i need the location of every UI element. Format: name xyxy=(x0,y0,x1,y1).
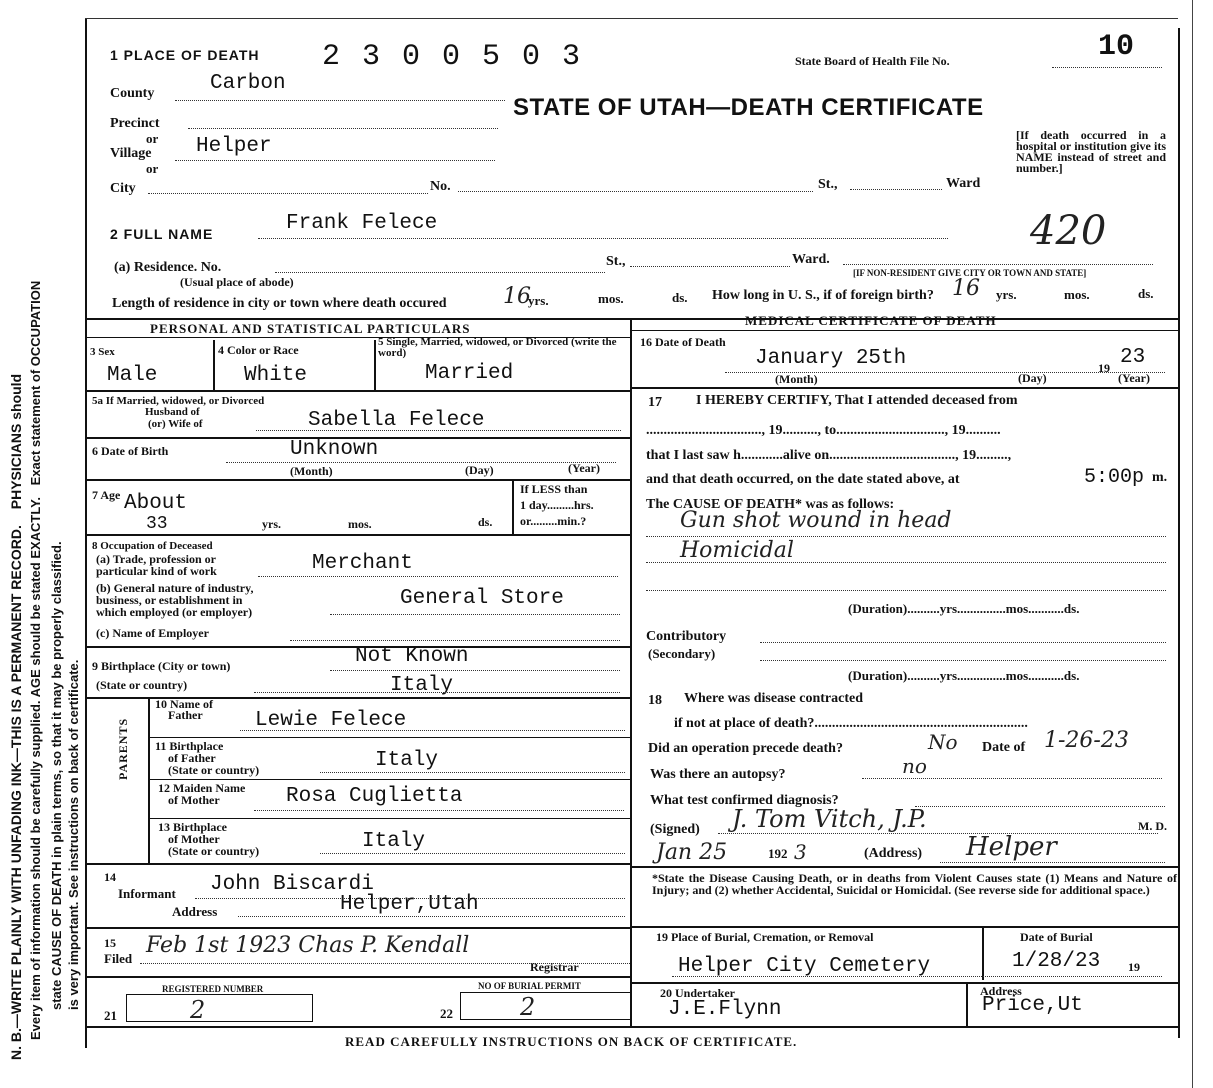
dob-month: (Month) xyxy=(290,464,333,478)
st-label: St., xyxy=(818,177,838,192)
date-of-death-label: 16 Date of Death xyxy=(640,335,726,349)
occupation-c-line xyxy=(290,640,620,641)
row4-line xyxy=(85,534,630,536)
signed-year-handwritten: 3 xyxy=(794,840,807,864)
residence-st-label: St., xyxy=(606,254,626,269)
date-of-death-value: January 25th xyxy=(755,347,907,370)
less-than-3: or.........min.? xyxy=(520,514,587,528)
contributory-line-2 xyxy=(760,660,1166,661)
or-1: or xyxy=(146,131,159,146)
occupation-a-label-1: (a) Trade, profession or xyxy=(96,552,216,566)
side-note-2 xyxy=(28,281,43,1040)
burial-date-value: 1/28/23 xyxy=(1012,950,1101,973)
age-mos: mos. xyxy=(348,517,372,531)
side-note-2b-text: Exact statement of OCCUPATION xyxy=(28,280,43,486)
father-bp-label-3: (State or country) xyxy=(168,763,260,777)
undertaker-address-value: Price,Ut xyxy=(982,994,1083,1017)
mother-bp-label-1: 13 Birthplace xyxy=(158,820,227,834)
mother-label-2: of Mother xyxy=(168,793,220,807)
or-2: or xyxy=(146,161,159,176)
spouse-label-1: 5a If Married, widowed, or Divorced xyxy=(92,395,265,407)
residence-line xyxy=(275,272,605,273)
death-day-label: (Day) xyxy=(1018,371,1047,385)
operation-date-value: 1-26-23 xyxy=(1044,728,1129,753)
birthplace-line-2 xyxy=(254,692,620,693)
q18-text-1: Where was disease contracted xyxy=(684,691,863,706)
marital-value: Married xyxy=(425,362,514,385)
mother-bp-value: Italy xyxy=(362,830,426,853)
duration-2: (Duration)..........yrs...............mos...........ds. xyxy=(848,668,1080,683)
informant-address-value: Helper,Utah xyxy=(340,893,479,916)
cause-of-death-label: The CAUSE OF DEATH* was as follows: xyxy=(646,497,895,512)
precinct-label: Precinct xyxy=(110,116,160,131)
column-divider xyxy=(630,318,632,1026)
certificate-number-stamp: 2 3 0 0 5 0 3 xyxy=(322,40,583,74)
informant-address-label: Address xyxy=(172,904,218,919)
side-note-1 xyxy=(8,374,24,1060)
color-value: White xyxy=(244,364,308,387)
city-label: City xyxy=(110,181,136,196)
last-saw-alive: that I last saw h............alive on...................................., 19........., xyxy=(646,448,1012,463)
how-long-label: How long in U. S., if of foreign birth? xyxy=(712,288,934,303)
occupation-a-value: Merchant xyxy=(312,552,413,575)
left-border xyxy=(85,18,87,1048)
registered-number-value: 2 xyxy=(190,996,206,1024)
length-yrs: yrs. xyxy=(528,293,549,308)
mother-bp-label-3: (State or country) xyxy=(168,844,260,858)
burial-divider xyxy=(982,926,984,980)
length-residence-value: 16 xyxy=(503,284,531,309)
county-label: County xyxy=(110,86,155,101)
registrar-label: Registrar xyxy=(530,960,579,974)
ward-label: Ward xyxy=(946,176,981,191)
occupation-b-label-3: which employed (or employer) xyxy=(96,605,253,619)
personal-heading: PERSONAL AND STATISTICAL PARTICULARS xyxy=(150,321,471,336)
certify-range: ................................., 19.........., to..............................., 19.......... xyxy=(646,423,1001,438)
secondary-label: (Secondary) xyxy=(648,646,716,661)
filed-number: 15 xyxy=(104,936,116,950)
footnote-bottom-line xyxy=(630,926,1178,928)
county-value: Carbon xyxy=(210,72,286,95)
q18-text-2: if not at place of death?............................................................. xyxy=(674,716,1028,731)
cause-line-1 xyxy=(646,536,1166,537)
operation-label: Did an operation precede death? xyxy=(648,741,843,756)
date-row-line xyxy=(630,387,1178,389)
burial-place-label: 19 Place of Burial, Cremation, or Removal xyxy=(656,930,874,944)
age-ds: ds. xyxy=(478,515,493,529)
residence-ward-line xyxy=(843,264,1153,265)
cause-of-death-handwritten-2: Homicidal xyxy=(680,538,794,563)
medical-heading-line xyxy=(630,330,1178,331)
side-note-1b-text: PHYSICIANS should xyxy=(8,373,24,510)
burial-bottom-line xyxy=(630,982,1178,984)
burial-permit-22: 22 xyxy=(440,1006,453,1021)
parents-label: PARENTS xyxy=(116,717,130,780)
operation-value: No xyxy=(928,730,958,754)
parents-divider xyxy=(148,697,150,863)
contributory-line-1 xyxy=(760,642,1166,643)
filed-label: Filed xyxy=(104,951,133,966)
burial-place-value: Helper City Cemetery xyxy=(678,955,931,978)
footnote: *State the Disease Causing Death, or in deaths from Violent Causes state (1) Means and Nature of Injury; and (2) whether Accidental, Suicidal or Homicidal. (See reverse side for additional space.) xyxy=(652,871,1177,897)
undertaker-value: J.E.Flynn xyxy=(668,998,782,1021)
age-yrs: yrs. xyxy=(262,517,281,531)
village-value: Helper xyxy=(196,135,272,158)
less-than-1: If LESS than xyxy=(520,482,588,496)
occupation-label: 8 Occupation of Deceased xyxy=(92,540,213,552)
burial-permit-value: 2 xyxy=(520,993,536,1021)
undertaker-label: 20 Undertaker xyxy=(660,986,735,1000)
full-name-label: 2 FULL NAME xyxy=(110,226,214,242)
autopsy-value: no xyxy=(902,754,927,778)
undertaker-address-label: Address xyxy=(980,984,1022,998)
informant-bottom-line xyxy=(85,927,630,929)
informant-address-line xyxy=(238,916,625,917)
residence-label: (a) Residence. No. xyxy=(114,260,222,275)
spouse-label-3: (or) Wife of xyxy=(148,418,203,430)
st-line xyxy=(850,189,942,190)
father-bp-row-line xyxy=(148,779,630,780)
color-divider xyxy=(374,340,376,390)
top-border xyxy=(85,18,1178,19)
full-name-line xyxy=(258,238,948,239)
right-edge xyxy=(1192,0,1193,1088)
less-than-2: 1 day.........hrs. xyxy=(520,498,594,512)
signed-address-label: (Address) xyxy=(864,846,923,861)
signed-bottom-line xyxy=(630,866,1178,868)
how-long-ds: ds. xyxy=(1138,286,1154,301)
county-line xyxy=(175,100,505,101)
mother-row-line xyxy=(148,818,630,819)
certificate-title: STATE OF UTAH—DEATH CERTIFICATE xyxy=(513,94,984,121)
signed-address-handwritten: Helper xyxy=(966,832,1057,862)
birthplace-value-2: Italy xyxy=(390,674,454,697)
father-value: Lewie Felece xyxy=(255,709,407,732)
city-line xyxy=(148,193,428,194)
no-label: No. xyxy=(430,179,451,194)
filed-handwritten: Feb 1st 1923 Chas P. Kendall xyxy=(146,933,470,958)
occupation-b-value: General Store xyxy=(400,587,564,610)
length-residence-label: Length of residence in city or town where death occured xyxy=(112,296,447,311)
spouse-label-2: Husband of xyxy=(145,406,200,418)
burial-permit-label: NO OF BURIAL PERMIT xyxy=(478,981,581,991)
death-year-value: 23 xyxy=(1120,346,1146,369)
how-long-value: 16 xyxy=(952,276,980,301)
test-label: What test confirmed diagnosis? xyxy=(650,793,839,808)
village-line xyxy=(175,160,495,161)
side-note-4: is very important. See instructions on back of certificate. xyxy=(66,659,81,1010)
handwritten-register-number: 420 xyxy=(1030,208,1107,254)
marital-label: 5 Single, Married, widowed, or Divorced (write the word) xyxy=(378,336,617,359)
signed-address-line xyxy=(940,862,1165,863)
death-time-suffix: m. xyxy=(1152,470,1168,485)
autopsy-line xyxy=(862,778,1162,779)
sex-divider xyxy=(213,340,215,390)
spouse-value: Sabella Felece xyxy=(308,409,485,432)
occupation-a-line xyxy=(258,576,618,577)
q18-number: 18 xyxy=(648,693,662,708)
sex-label: 3 Sex xyxy=(90,346,115,358)
informant-value: John Biscardi xyxy=(210,873,374,896)
length-ds: ds. xyxy=(672,290,688,305)
burial-date-label: Date of Burial xyxy=(1020,930,1093,944)
death-time-value: 5:00p xyxy=(1084,466,1145,489)
test-line xyxy=(915,806,1165,807)
mother-line xyxy=(254,810,624,811)
residence-ward-label: Ward. xyxy=(792,252,830,267)
signed-year-prefix: 192 xyxy=(768,846,788,861)
how-long-yrs: yrs. xyxy=(996,287,1017,302)
state-board-label: State Board of Health File No. xyxy=(795,54,950,68)
precinct-line xyxy=(188,128,498,129)
full-name-value: Frank Felece xyxy=(286,212,438,235)
death-year-prefix: 19 xyxy=(1098,361,1110,375)
birthplace-value-1: Not Known xyxy=(355,645,469,668)
father-line xyxy=(240,730,625,731)
informant-number: 14 xyxy=(104,870,116,884)
informant-label: Informant xyxy=(118,886,176,901)
usual-place-label: (Usual place of abode) xyxy=(180,275,294,289)
occupation-a-label-2: particular kind of work xyxy=(96,564,217,578)
death-occurred-text: and that death occurred, on the date stated above, at xyxy=(646,472,960,487)
certify-text: I HEREBY CERTIFY, That I attended deceased from xyxy=(696,393,1018,408)
burial-date-suffix: 19 xyxy=(1128,960,1140,974)
how-long-mos: mos. xyxy=(1064,287,1090,302)
father-bp-value: Italy xyxy=(375,749,439,772)
side-note-1-text: N. B.—WRITE PLAINLY WITH UNFADING INK—THIS IS A PERMANENT RECORD. xyxy=(8,525,24,1060)
age-value-about: About xyxy=(124,492,188,515)
dob-label: 6 Date of Birth xyxy=(92,444,169,458)
parents-bottom-line xyxy=(85,863,630,865)
duration-1: (Duration)..........yrs...............mos...........ds. xyxy=(848,601,1080,616)
sex-value: Male xyxy=(107,364,158,387)
dob-line xyxy=(226,462,616,463)
medical-heading: MEDICAL CERTIFICATE OF DEATH xyxy=(745,313,997,328)
registered-number-box xyxy=(126,994,313,1022)
death-month-label: (Month) xyxy=(775,372,818,386)
burial-permit-box xyxy=(460,992,632,1020)
father-bp-label-2: of Father xyxy=(168,751,216,765)
registered-number-21: 21 xyxy=(104,1008,117,1023)
file-number: 10 xyxy=(1098,30,1135,64)
row1-line xyxy=(85,390,630,392)
mother-bp-line xyxy=(320,853,625,854)
footer-instructions: READ CAREFULLY INSTRUCTIONS ON BACK OF CERTIFICATE. xyxy=(345,1034,798,1049)
nonresident-note: [IF NON-RESIDENT GIVE CITY OR TOWN AND STATE] xyxy=(853,268,1087,278)
undertaker-divider xyxy=(966,982,968,1026)
occupation-b-line xyxy=(330,614,620,615)
bottom-border xyxy=(85,1026,1178,1028)
side-note-3: state CAUSE OF DEATH in plain terms, so that it may be properly classified. xyxy=(49,541,64,1010)
file-no-line xyxy=(1052,67,1162,68)
occupation-b-label-1: (b) General nature of industry, xyxy=(96,581,254,595)
place-of-death-label: 1 PLACE OF DEATH xyxy=(110,47,260,63)
age-value-number: 33 xyxy=(146,514,168,534)
cause-line-2 xyxy=(646,562,1166,563)
right-border xyxy=(1178,28,1180,1038)
mother-bp-label-2: of Mother xyxy=(168,832,220,846)
residence-st-line xyxy=(630,266,790,267)
death-year-label: (Year) xyxy=(1118,371,1150,385)
dob-day: (Day) xyxy=(465,463,494,477)
mother-value: Rosa Cuglietta xyxy=(286,785,463,808)
father-label-2: Father xyxy=(168,708,203,722)
birthplace-line-1 xyxy=(330,670,620,671)
autopsy-label: Was there an autopsy? xyxy=(650,767,786,782)
cause-line-3 xyxy=(646,590,1166,591)
father-label-1: 10 Name of xyxy=(155,697,213,711)
father-bp-label-1: 11 Birthplace xyxy=(155,739,224,753)
mother-label-1: 12 Maiden Name xyxy=(158,781,246,795)
signed-handwritten: J. Tom Vitch, J.P. xyxy=(732,805,927,833)
operation-date-label: Date of xyxy=(982,740,1026,755)
occupation-c-label: (c) Name of Employer xyxy=(96,626,209,640)
birthplace-label-2: (State or country) xyxy=(96,678,188,692)
signed-line xyxy=(718,833,1158,834)
father-bp-line xyxy=(320,772,625,773)
age-divider xyxy=(512,479,514,534)
dob-year: (Year) xyxy=(568,461,600,475)
occupation-b-label-2: business, or establishment in xyxy=(96,593,243,607)
burial-line xyxy=(672,976,1162,977)
cause-of-death-handwritten-1: Gun shot wound in head xyxy=(680,508,952,533)
hospital-note: [If death occurred in a hospital or institution give its NAME instead of street and number.] xyxy=(1016,128,1166,175)
contributory-label: Contributory xyxy=(646,629,727,644)
md-label: M. D. xyxy=(1138,819,1167,833)
side-note-2-text: Every item of information should be carefully supplied. AGE should be stated EXACTLY. xyxy=(28,497,43,1040)
signed-date-handwritten: Jan 25 xyxy=(656,840,728,865)
father-row-line xyxy=(148,737,630,738)
certify-number: 17 xyxy=(648,395,662,410)
age-label: 7 Age xyxy=(92,488,121,502)
no-line xyxy=(458,191,813,192)
registered-number-label: REGISTERED NUMBER xyxy=(162,984,264,994)
birthplace-label-1: 9 Birthplace (City or town) xyxy=(92,659,231,673)
village-label: Village xyxy=(110,146,152,161)
color-label: 4 Color or Race xyxy=(218,343,299,357)
spouse-line xyxy=(256,430,621,431)
row3-line xyxy=(85,479,630,481)
filed-bottom-line xyxy=(85,976,630,978)
length-mos: mos. xyxy=(598,291,624,306)
signed-label: (Signed) xyxy=(650,822,700,837)
dob-value: Unknown xyxy=(290,438,379,461)
